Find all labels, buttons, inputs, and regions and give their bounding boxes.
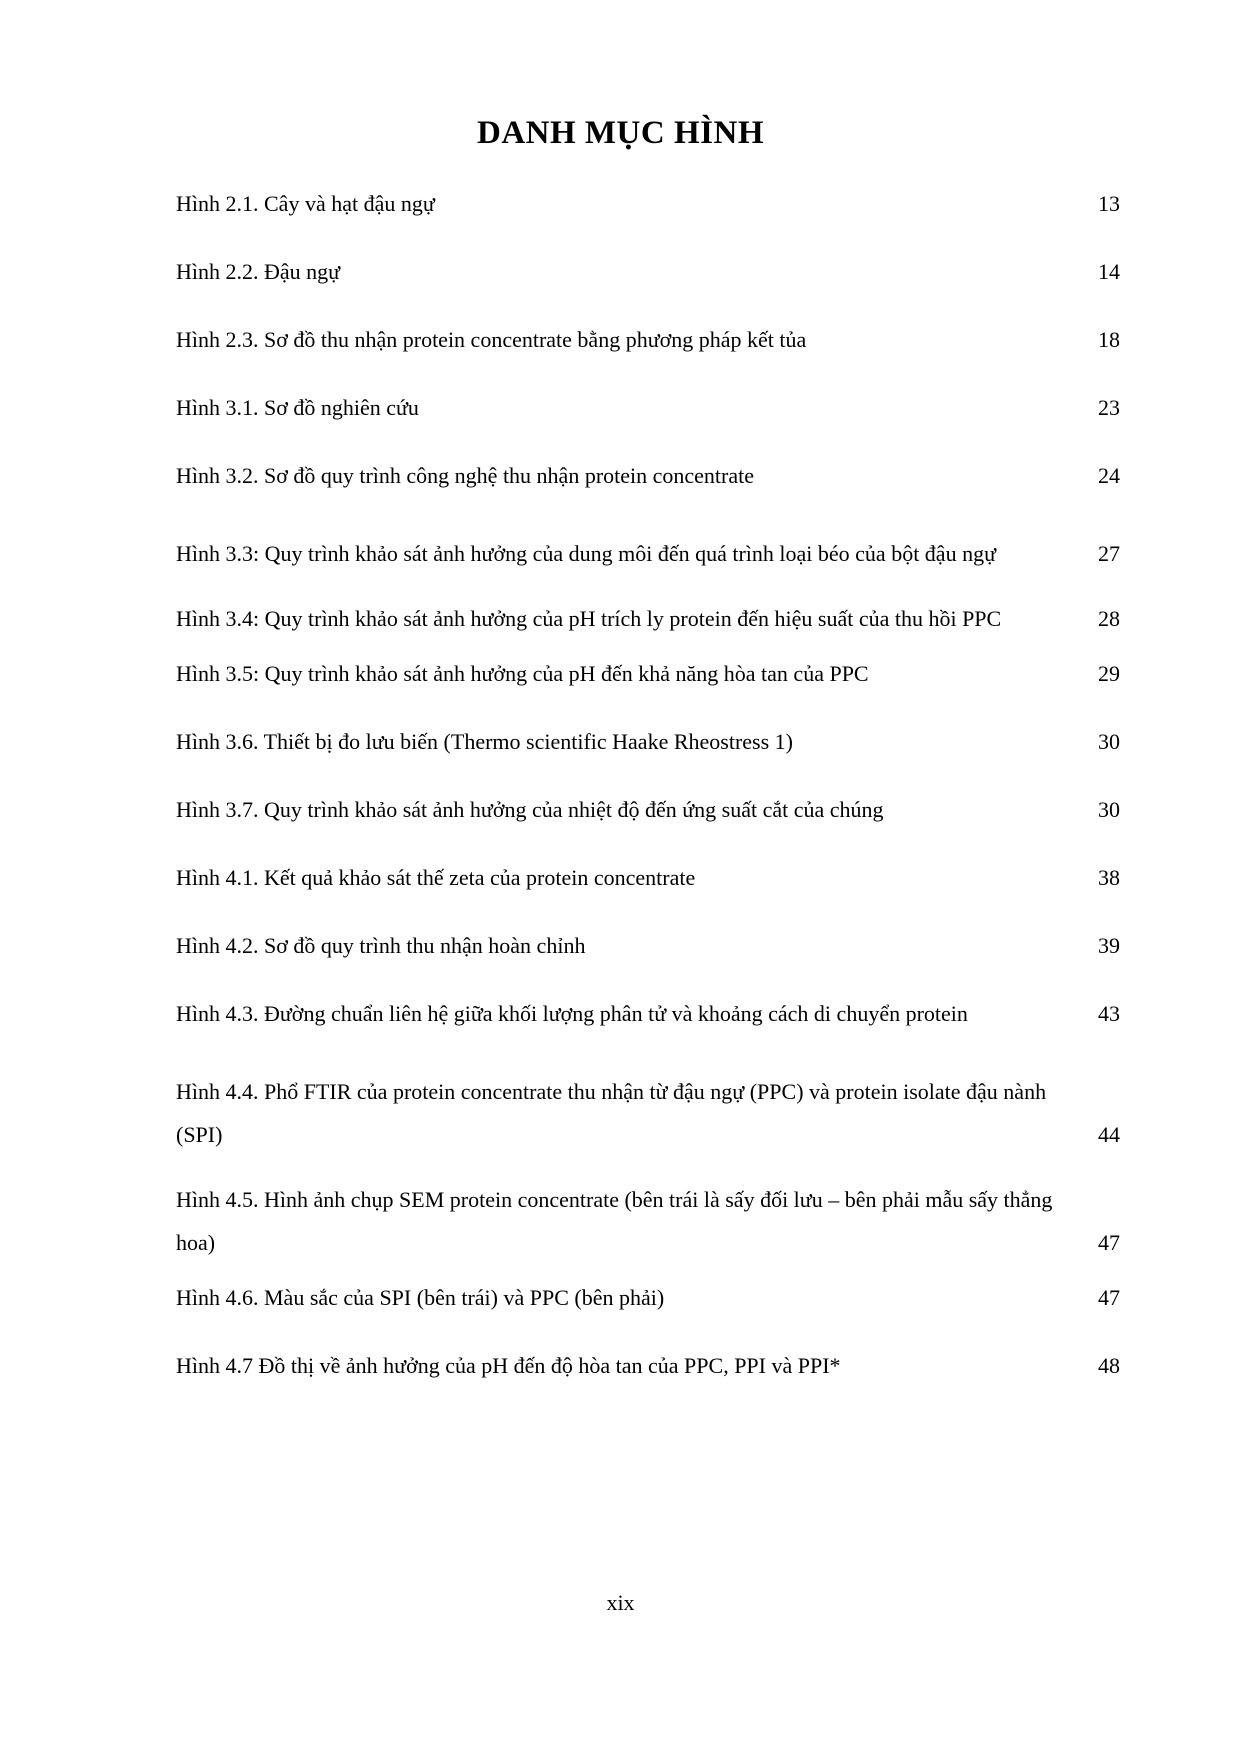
figure-entry-label: Hình 2.2. Đậu ngự [176,259,341,284]
figure-entry[interactable] [176,396,1120,420]
figure-entry[interactable] [176,464,1120,488]
figure-entry[interactable] [176,934,1120,958]
figure-entry-label: Hình 3.3: Quy trình khảo sát ảnh hưởng của dung môi đến quá trình loại béo của bột đậu ngự [176,541,996,566]
page-number: xix [606,1590,635,1615]
figure-entry[interactable] [176,1354,1120,1378]
figure-entry[interactable] [176,260,1120,284]
figure-entry-page: 28 [1098,606,1120,631]
figure-entry-label: Hình 4.6. Màu sắc của SPI (bên trái) và PPC (bên phải) [176,1285,665,1310]
figure-entry[interactable] [176,1070,1120,1156]
figure-entry-page: 30 [1098,797,1120,822]
figure-entry-page: 38 [1098,865,1120,890]
figure-entry-page: 39 [1098,933,1120,958]
figure-entry-page: 23 [1098,395,1120,420]
figure-entry[interactable] [176,730,1120,754]
figure-entry-page: 30 [1098,729,1120,754]
figure-entry-page: 13 [1098,191,1120,216]
figure-entry-label: Hình 4.3. Đường chuẩn liên hệ giữa khối lượng phân tử và khoảng cách di chuyển protein [176,1001,968,1026]
figure-entry-label: Hình 4.2. Sơ đồ quy trình thu nhận hoàn chỉnh [176,933,586,958]
figure-entry-label: Hình 3.1. Sơ đồ nghiên cứu [176,395,419,420]
figure-entry[interactable] [176,328,1120,352]
figure-entry[interactable] [176,798,1120,822]
figure-entry-page: 43 [1098,1001,1120,1026]
figure-entry-label: Hình 4.7 Đồ thị về ảnh hưởng của pH đến độ hòa tan của PPC, PPI và PPI* [176,1353,841,1378]
figure-entry-page: 27 [1098,541,1120,566]
figure-entry-label: Hình 4.5. Hình ảnh chụp SEM protein concentrate (bên trái là sấy đối lưu – bên phải mẫu sấy thẳng hoa) [176,1187,1053,1255]
figure-entry-page: 47 [1098,1285,1120,1310]
figure-entry[interactable] [176,532,1120,575]
figure-entry-label: Hình 3.5: Quy trình khảo sát ảnh hưởng của pH đến khả năng hòa tan của PPC [176,661,869,686]
figure-entry-label: Hình 3.4: Quy trình khảo sát ảnh hưởng của pH trích ly protein đến hiệu suất của thu hồi PPC [176,606,1002,631]
figure-entry[interactable] [176,1002,1120,1026]
figure-entry-page: 47 [1098,1230,1120,1255]
figure-entry[interactable] [176,192,1120,216]
figure-entry-page: 29 [1098,661,1120,686]
figure-entry-label: Hình 3.2. Sơ đồ quy trình công nghệ thu nhận protein concentrate [176,463,755,488]
figure-entry-label: Hình 3.7. Quy trình khảo sát ảnh hưởng của nhiệt độ đến ứng suất cắt của chúng [176,797,884,822]
figure-entry-page: 48 [1098,1353,1120,1378]
figure-entry-label: Hình 4.4. Phổ FTIR của protein concentrate thu nhận từ đậu ngự (PPC) và protein isolate đậu nành (SPI) [176,1079,1047,1147]
figure-entry-label: Hình 2.1. Cây và hạt đậu ngự [176,191,435,216]
figure-entry[interactable] [176,1286,1120,1310]
figure-entry-label: Hình 3.6. Thiết bị đo lưu biến (Thermo scientific Haake Rheostress 1) [176,729,793,754]
figure-entry[interactable] [176,662,1120,686]
figure-entry-page: 14 [1098,259,1120,284]
figure-entry-page: 24 [1098,463,1120,488]
figure-entry-label: Hình 2.3. Sơ đồ thu nhận protein concentrate bằng phương pháp kết tủa [176,327,807,352]
page-title: DANH MỤC HÌNH [477,115,764,151]
figure-entry-page: 18 [1098,327,1120,352]
figure-entry-label: Hình 4.1. Kết quả khảo sát thế zeta của protein concentrate [176,865,696,890]
figure-list [176,192,1120,1422]
figure-entry[interactable] [176,1178,1120,1264]
figure-entry-page: 44 [1098,1122,1120,1147]
figure-entry[interactable] [176,866,1120,890]
figure-entry[interactable] [176,597,1120,640]
